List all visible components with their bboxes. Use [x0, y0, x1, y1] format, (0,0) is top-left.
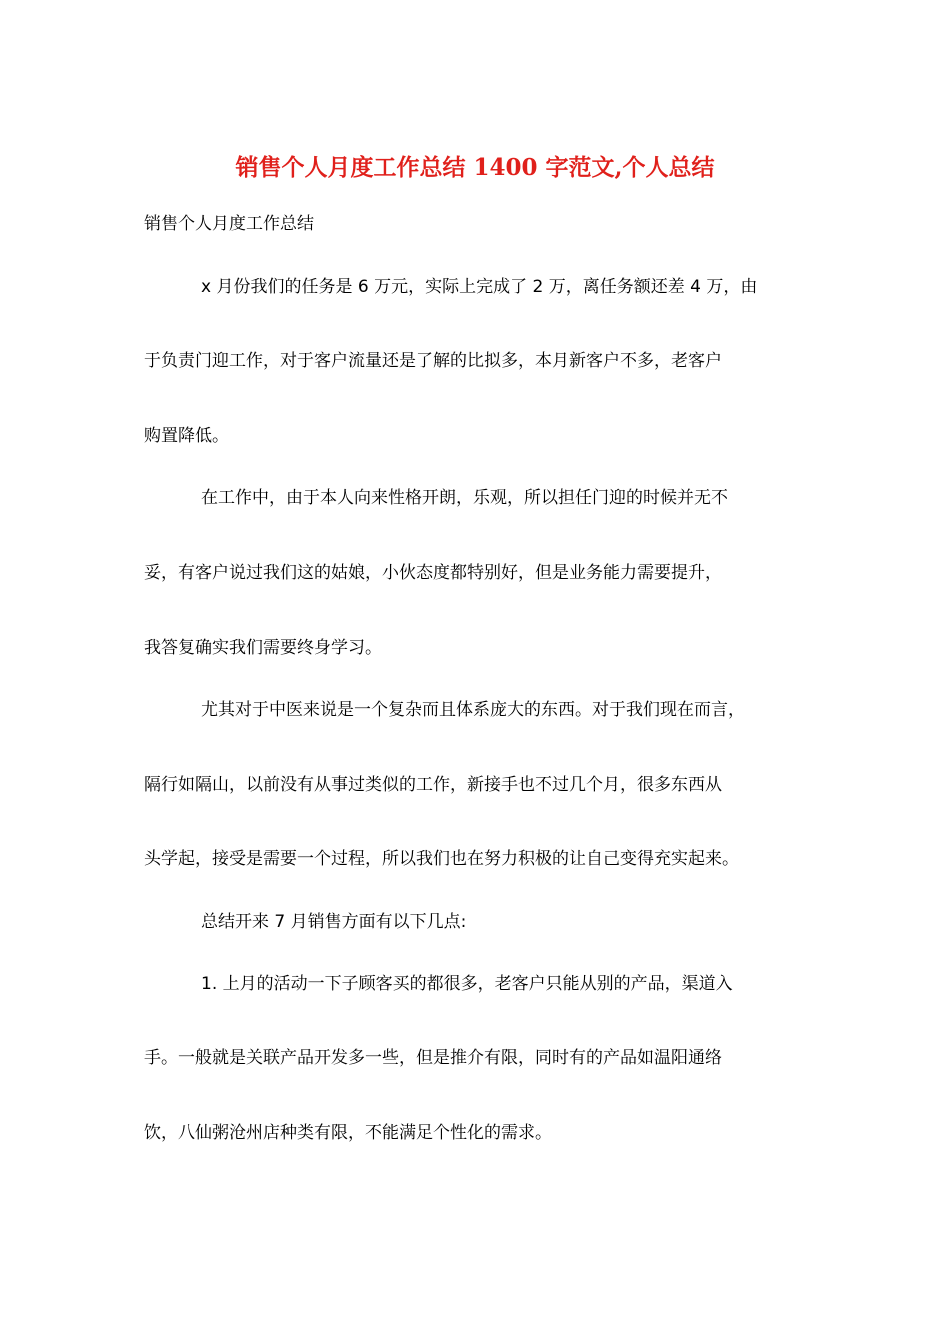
paragraph-2-line-3: 我答复确实我们需要终身学习。 — [144, 638, 382, 658]
paragraph-1-line-1: x 月份我们的任务是 6 万元，实际上完成了 2 万，离任务额还差 4 万，由 — [201, 277, 758, 297]
paragraph-2-line-1: 在工作中，由于本人向来性格开朗，乐观，所以担任门迎的时候并无不 — [201, 488, 728, 508]
document-subtitle: 销售个人月度工作总结 — [144, 214, 314, 234]
paragraph-3-line-3: 头学起，接受是需要一个过程，所以我们也在努力积极的让自己变得充实起来。 — [144, 849, 739, 869]
paragraph-1-line-3: 购置降低。 — [144, 426, 229, 446]
paragraph-4-line-1: 总结开来 7 月销售方面有以下几点: — [201, 912, 467, 932]
paragraph-3-line-2: 隔行如隔山，以前没有从事过类似的工作，新接手也不过几个月，很多东西从 — [144, 775, 722, 795]
paragraph-5-line-1: 1. 上月的活动一下子顾客买的都很多，老客户只能从别的产品，渠道入 — [201, 974, 733, 994]
paragraph-5-line-3: 饮，八仙粥沧州店种类有限，不能满足个性化的需求。 — [144, 1123, 552, 1143]
paragraph-3-line-1: 尤其对于中医来说是一个复杂而且体系庞大的东西。对于我们现在而言， — [201, 700, 745, 720]
paragraph-2-line-2: 妥，有客户说过我们这的姑娘，小伙态度都特别好，但是业务能力需要提升， — [144, 563, 722, 583]
paragraph-1-line-2: 于负责门迎工作，对于客户流量还是了解的比拟多，本月新客户不多，老客户 — [144, 351, 722, 371]
paragraph-5-line-2: 手。一般就是关联产品开发多一些，但是推介有限，同时有的产品如温阳通络 — [144, 1048, 722, 1068]
document-title: 销售个人月度工作总结 1400 字范文,个人总结 — [235, 154, 715, 181]
